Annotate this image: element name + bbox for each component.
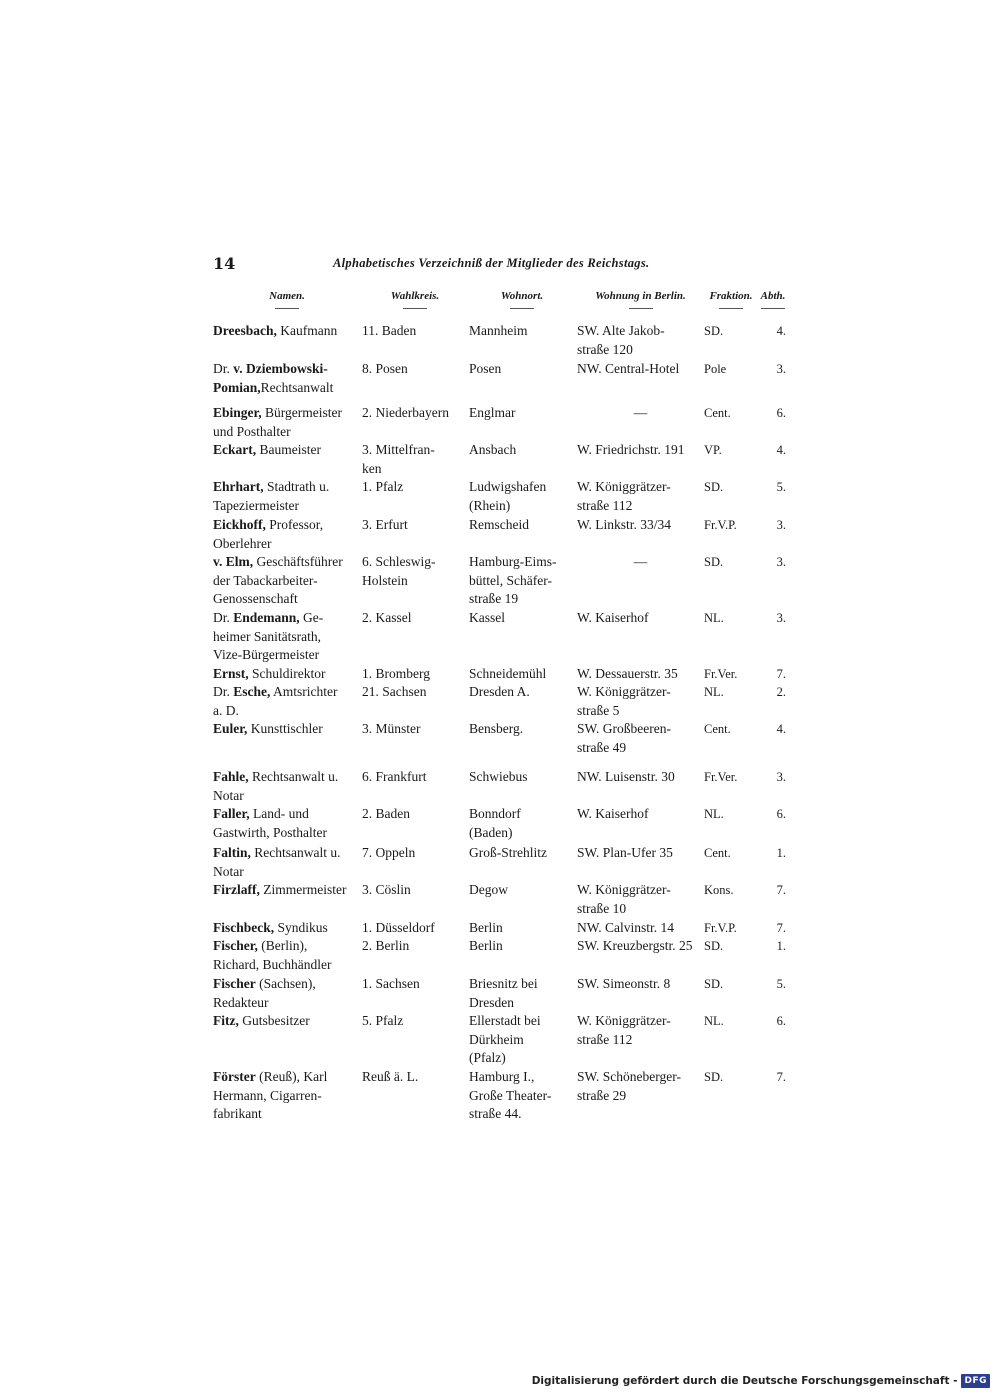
member-occupation: Syndikus — [274, 920, 328, 935]
section: 7. — [776, 921, 786, 935]
residence: Berlin — [469, 920, 503, 935]
member-surname: Eickhoff, — [213, 517, 266, 532]
name-prefix: Dr. — [213, 361, 234, 376]
member-surname: Firzlaff, — [213, 882, 260, 897]
section: 3. — [776, 518, 786, 532]
residence: Bonndorf (Baden) — [469, 806, 521, 840]
member-surname: Fischer — [213, 976, 256, 991]
member-name — [213, 937, 361, 974]
section: 6. — [776, 406, 786, 420]
member-name — [213, 322, 361, 341]
member-surname: Faltin, — [213, 845, 251, 860]
section: 3. — [776, 555, 786, 569]
residence: Kassel — [469, 610, 505, 625]
member-occupation: Rechtsanwalt u. Notar — [213, 845, 341, 879]
member-surname: v. Elm, — [213, 554, 254, 569]
faction: SD. — [704, 977, 724, 991]
berlin-address: W. Linkstr. 33/34 — [577, 517, 672, 532]
berlin-address: NW. Calvinstr. 14 — [577, 920, 675, 935]
member-name — [213, 975, 361, 1012]
faction: Fr.V.P. — [704, 921, 737, 935]
member-occupation: Kaufmann — [276, 323, 338, 338]
member-surname: Ehrhart, — [213, 479, 264, 494]
member-name — [213, 844, 361, 881]
member-occupation: (Berlin), Richard, Buchhändler — [213, 938, 332, 972]
name-prefix: Dr. — [213, 610, 234, 625]
member-name — [213, 881, 361, 900]
member-occupation: Gutsbesitzer — [238, 1013, 310, 1028]
faction: SD. — [704, 555, 724, 569]
member-surname: Fitz, — [213, 1013, 239, 1028]
section: 4. — [776, 443, 786, 457]
member-occupation: (Reuß), Karl Hermann, Cigarren- fabrikant — [213, 1069, 328, 1122]
member-name — [213, 1068, 361, 1124]
berlin-address: NW. Luisenstr. 30 — [577, 769, 675, 784]
residence: Posen — [469, 361, 502, 376]
member-name — [213, 1012, 361, 1031]
section: 1. — [776, 846, 786, 860]
section: 5. — [776, 480, 786, 494]
member-occupation: Land- und Gastwirth, Posthalter — [213, 806, 327, 840]
residence: Englmar — [469, 405, 516, 420]
member-occupation: Rechtsanwalt — [260, 379, 334, 395]
constituency: 11. Baden — [362, 323, 417, 338]
faction: Cent. — [704, 406, 731, 420]
berlin-address: W. Kaiserhof — [577, 610, 649, 625]
constituency: 1. Düsseldorf — [362, 920, 435, 935]
faction: VP. — [704, 443, 722, 457]
berlin-address: W. Friedrichstr. 191 — [577, 442, 685, 457]
constituency: 3. Mittelfran- ken — [362, 442, 435, 476]
berlin-address: W. Königgrätzer- straße 112 — [577, 479, 671, 513]
member-name — [213, 441, 361, 460]
berlin-address: — — [633, 405, 648, 420]
column-header-wahlkreis: Wahlkreis. — [362, 290, 468, 320]
constituency: 6. Schleswig- Holstein — [362, 554, 436, 588]
faction: SD. — [704, 1070, 724, 1084]
member-name — [213, 720, 361, 739]
faction: NL. — [704, 807, 724, 821]
faction: NL. — [704, 611, 724, 625]
member-name — [213, 665, 361, 684]
member-name — [213, 768, 361, 805]
faction: Pole — [704, 362, 727, 376]
section: 3. — [776, 611, 786, 625]
constituency: 2. Niederbayern — [362, 405, 449, 420]
berlin-address: W. Königgrätzer- straße 112 — [577, 1013, 671, 1047]
constituency: 3. Cöslin — [362, 882, 411, 897]
member-name — [213, 805, 361, 842]
residence: Degow — [469, 882, 508, 897]
section: 1. — [776, 939, 786, 953]
constituency: 8. Posen — [362, 361, 408, 376]
member-occupation: Geschäftsführer der Tabackarbeiter- Genossenschaft — [213, 554, 343, 607]
berlin-address: — — [633, 554, 648, 569]
member-occupation: Schuldirektor — [248, 666, 326, 681]
section: 7. — [776, 667, 786, 681]
berlin-address: SW. Schöneberger- straße 29 — [577, 1069, 681, 1103]
berlin-address: SW. Simeonstr. 8 — [577, 976, 671, 991]
constituency: 6. Frankfurt — [362, 769, 427, 784]
constituency: 1. Sachsen — [362, 976, 420, 991]
residence: Schwiebus — [469, 769, 528, 784]
berlin-address: W. Dessauerstr. 35 — [577, 666, 678, 681]
constituency: 5. Pfalz — [362, 1013, 404, 1028]
member-occupation: Zimmermeister — [259, 882, 347, 897]
residence: Hamburg I., Große Theater- straße 44. — [469, 1069, 552, 1122]
column-header-abth: Abth. — [758, 290, 788, 320]
faction: SD. — [704, 939, 724, 953]
member-occupation: (Sachsen), Redakteur — [213, 976, 316, 1010]
member-surname: Ernst, — [213, 666, 249, 681]
faction: Cent. — [704, 846, 731, 860]
member-surname: Faller, — [213, 806, 250, 821]
column-header-wohnort: Wohnort. — [469, 290, 575, 320]
berlin-address: SW. Kreuzbergstr. 25 — [577, 938, 693, 953]
residence: Groß-Strehlitz — [469, 845, 547, 860]
dfg-logo-icon: DFG — [961, 1374, 990, 1388]
constituency: 3. Erfurt — [362, 517, 408, 532]
constituency: 21. Sachsen — [362, 684, 427, 699]
constituency: 1. Bromberg — [362, 666, 430, 681]
residence: Bensberg. — [469, 721, 524, 736]
member-occupation: Bürgermeister und Posthalter — [213, 405, 343, 439]
berlin-address: W. Kaiserhof — [577, 806, 649, 821]
faction: SD. — [704, 324, 724, 338]
berlin-address: W. Königgrätzer- straße 10 — [577, 882, 671, 916]
member-surname: Fahle, — [213, 769, 249, 784]
residence: Hamburg-Eims- büttel, Schäfer- straße 19 — [469, 554, 557, 607]
faction: NL. — [704, 1014, 724, 1028]
page-number: 14 — [213, 254, 236, 273]
residence: Briesnitz bei Dresden — [469, 976, 538, 1010]
member-surname: Ebinger, — [213, 405, 262, 420]
section: 7. — [776, 883, 786, 897]
section: 2. — [776, 685, 786, 699]
member-surname: Förster — [213, 1069, 256, 1084]
faction: Kons. — [704, 883, 734, 897]
section: 5. — [776, 977, 786, 991]
name-prefix: Dr. — [213, 684, 234, 699]
member-name — [213, 683, 361, 720]
dfg-footer — [532, 1372, 990, 1390]
member-name — [213, 360, 361, 397]
residence: Ellerstadt bei Dürkheim (Pfalz) — [469, 1013, 541, 1066]
member-occupation: Kunsttischler — [247, 721, 323, 736]
residence: Dresden A. — [469, 684, 530, 699]
member-occupation: Ge- heimer Sanitätsrath, Vize-Bürgermeister — [213, 610, 324, 663]
constituency: 7. Oppeln — [362, 845, 416, 860]
member-occupation: Stadtrath u. Tapeziermeister — [213, 479, 330, 513]
column-header-namen: Namen. — [213, 290, 361, 320]
residence: Berlin — [469, 938, 503, 953]
constituency: 2. Baden — [362, 806, 410, 821]
faction: Fr.V.P. — [704, 518, 737, 532]
residence: Schneidemühl — [469, 666, 547, 681]
member-occupation: Baumeister — [256, 442, 321, 457]
member-occupation: Professor, Oberlehrer — [213, 517, 324, 551]
constituency: 2. Berlin — [362, 938, 410, 953]
faction: Fr.Ver. — [704, 770, 738, 784]
member-occupation: Amtsrichter a. D. — [213, 684, 338, 718]
berlin-address: SW. Alte Jakob- straße 120 — [577, 323, 665, 357]
section: 4. — [776, 722, 786, 736]
member-surname: Fischbeck, — [213, 920, 275, 935]
member-surname: Esche, — [233, 684, 271, 699]
faction: SD. — [704, 480, 724, 494]
member-surname: Euler, — [213, 721, 248, 736]
footer-text: Digitalisierung gefördert durch die Deutsche Forschungsgemeinschaft - — [531, 1375, 958, 1387]
member-name — [213, 609, 361, 665]
member-name — [213, 404, 361, 441]
residence: Remscheid — [469, 517, 529, 532]
member-occupation: Rechtsanwalt u. Notar — [213, 769, 339, 803]
member-surname: Dreesbach, — [213, 323, 277, 338]
faction: NL. — [704, 685, 724, 699]
section: 3. — [776, 770, 786, 784]
residence: Ludwigshafen (Rhein) — [469, 479, 547, 513]
member-surname: v. Dziembowski- Pomian, — [213, 361, 328, 395]
page-header — [213, 254, 788, 278]
column-header-fraktion: Fraktion. — [704, 290, 758, 320]
member-name — [213, 516, 361, 553]
member-surname: Endemann, — [233, 610, 300, 625]
residence: Mannheim — [469, 323, 528, 338]
member-surname: Fischer, — [213, 938, 258, 953]
berlin-address: NW. Central-Hotel — [577, 361, 680, 376]
section: 6. — [776, 807, 786, 821]
berlin-address: SW. Großbeeren- straße 49 — [577, 721, 671, 755]
section: 3. — [776, 362, 786, 376]
berlin-address: SW. Plan-Ufer 35 — [577, 845, 673, 860]
constituency: 2. Kassel — [362, 610, 412, 625]
berlin-address: W. Königgrätzer- straße 5 — [577, 684, 671, 718]
column-header-wohnung: Wohnung in Berlin. — [577, 290, 704, 320]
residence: Ansbach — [469, 442, 517, 457]
running-title: Alphabetisches Verzeichniß der Mitglieder des Reichstags. — [333, 256, 650, 270]
constituency: 1. Pfalz — [362, 479, 404, 494]
faction: Fr.Ver. — [704, 667, 738, 681]
member-name — [213, 553, 361, 609]
member-name — [213, 478, 361, 515]
section: 7. — [776, 1070, 786, 1084]
section: 4. — [776, 324, 786, 338]
section: 6. — [776, 1014, 786, 1028]
constituency: 3. Münster — [362, 721, 421, 736]
member-name — [213, 919, 361, 938]
faction: Cent. — [704, 722, 731, 736]
member-surname: Eckart, — [213, 442, 257, 457]
constituency: Reuß ä. L. — [362, 1069, 419, 1084]
